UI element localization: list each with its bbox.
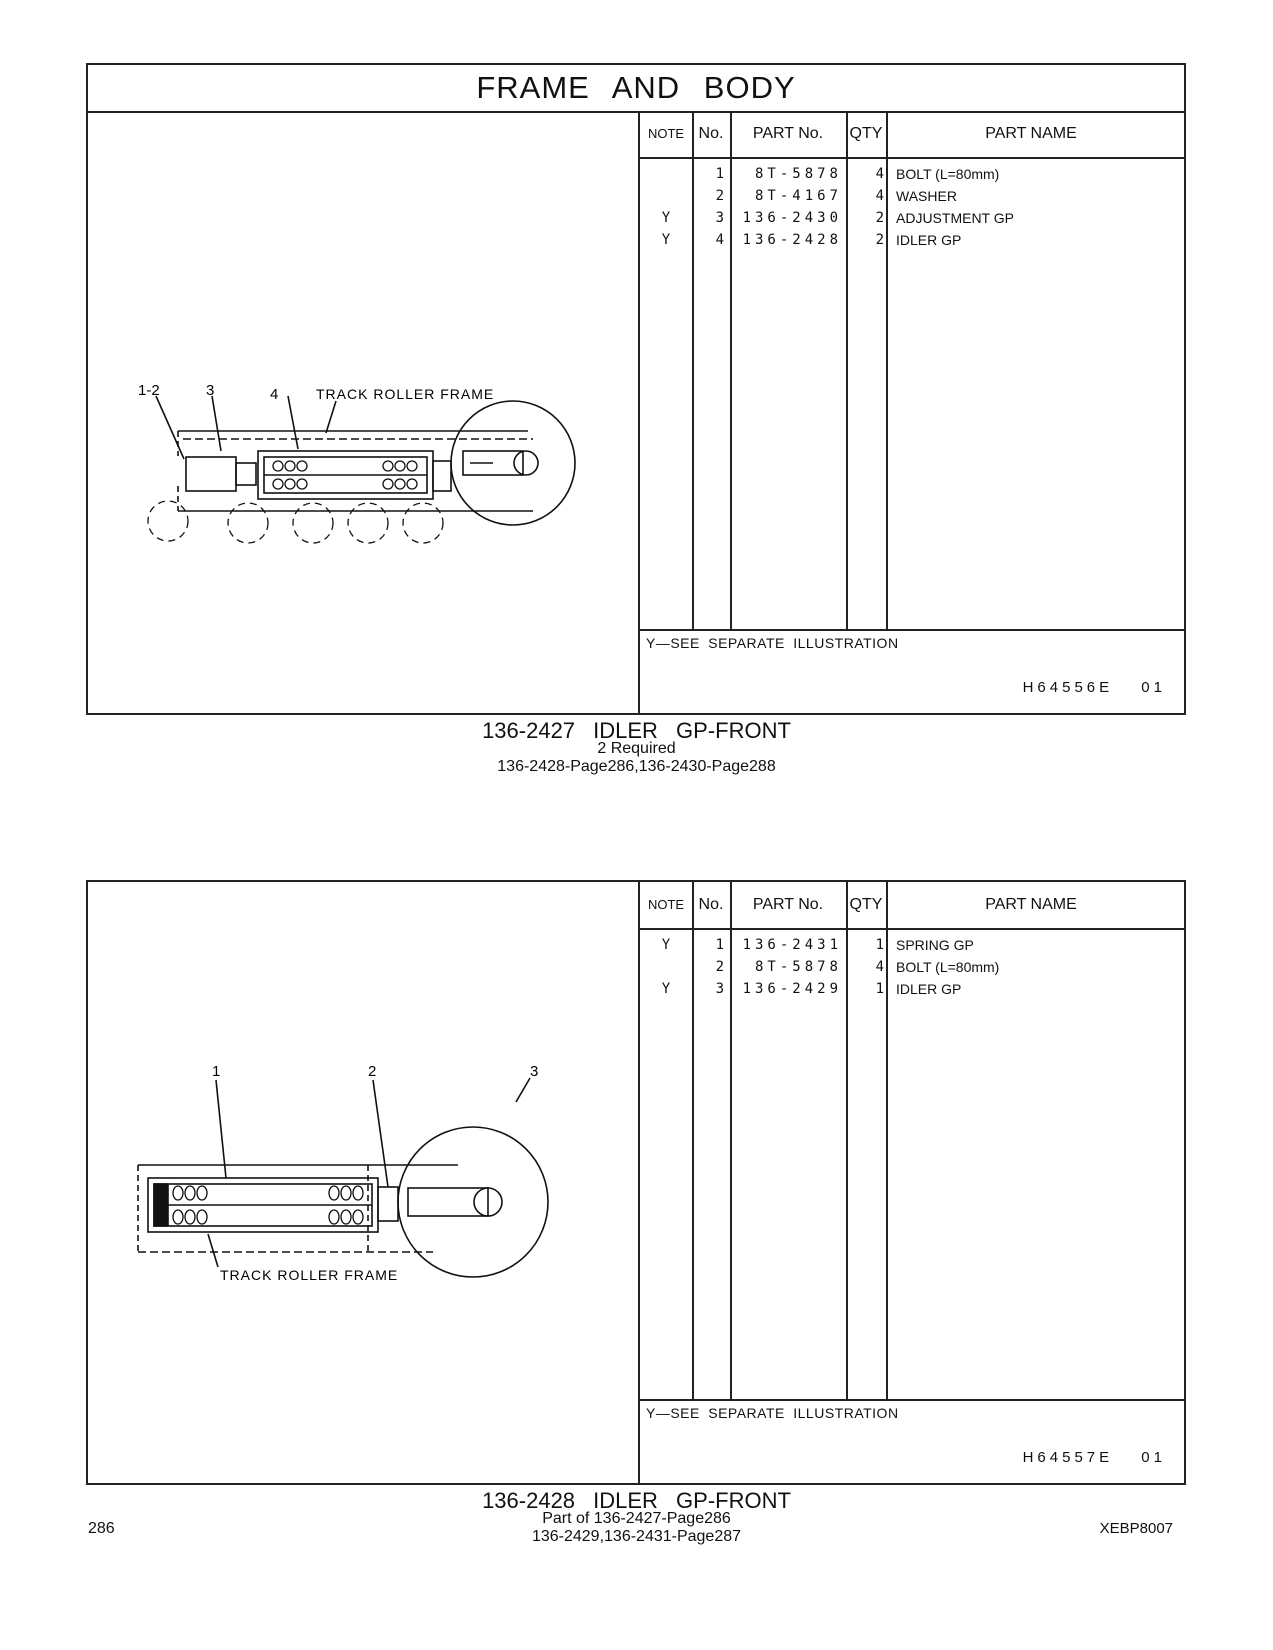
row-no: 1 <box>715 166 724 182</box>
row-qty: 1 <box>875 937 884 953</box>
row-qty: 2 <box>875 232 884 248</box>
reference-code: H64557E 01 <box>1022 1449 1166 1466</box>
callout-1: 1 <box>212 1063 221 1080</box>
table-row <box>640 185 1184 208</box>
row-part-no: 136-2430 <box>742 210 842 226</box>
caption-title: 136-2427 IDLER GP-FRONT <box>482 718 791 743</box>
callout-2: 2 <box>368 1063 377 1080</box>
row-note: Y <box>661 981 671 997</box>
table-header <box>640 882 1184 930</box>
header-part-name: PART NAME <box>985 896 1077 913</box>
document-code: XEBP8007 <box>1099 1520 1173 1537</box>
caption-title: 136-2428 IDLER GP-FRONT <box>482 1488 791 1513</box>
page-title: FRAME AND BODY <box>88 65 1184 113</box>
row-part-name: SPRING GP <box>896 937 974 953</box>
row-no: 4 <box>715 232 724 248</box>
row-qty: 4 <box>875 959 884 975</box>
track-roller-frame-label: TRACK ROLLER FRAME <box>220 1267 399 1283</box>
row-no: 2 <box>715 188 724 204</box>
caption-part-of: Part of 136-2427-Page286 <box>542 1510 731 1527</box>
caption-2 <box>0 1488 1273 1546</box>
header-part-no: PART No. <box>752 125 824 142</box>
row-part-name: IDLER GP <box>896 232 962 248</box>
caption-required: 2 Required <box>597 740 676 757</box>
idler-assembly-drawing <box>88 111 638 715</box>
header-part-name: PART NAME <box>985 125 1077 142</box>
header-qty: QTY <box>849 125 883 142</box>
spring-idler-drawing <box>88 882 638 1485</box>
table-row <box>640 229 1184 252</box>
row-part-name: ADJUSTMENT GP <box>896 210 1014 226</box>
row-part-name: BOLT (L=80mm) <box>896 959 1000 975</box>
parts-panel-2 <box>86 880 1186 1485</box>
callout-4: 4 <box>270 386 279 403</box>
callout-3: 3 <box>530 1063 539 1080</box>
illustration-2 <box>88 882 638 1485</box>
row-part-no: 136-2428 <box>742 232 842 248</box>
table-header <box>640 111 1184 159</box>
header-qty: QTY <box>849 896 883 913</box>
row-part-no: 8T-5878 <box>754 959 842 975</box>
table-row <box>640 934 1184 957</box>
caption-1 <box>0 718 1273 776</box>
row-part-name: IDLER GP <box>896 981 962 997</box>
row-no: 3 <box>715 981 724 997</box>
page-number: 286 <box>88 1520 115 1537</box>
table-footer <box>640 1399 1184 1487</box>
parts-table-1 <box>638 111 1184 713</box>
footnote: Y—SEE SEPARATE ILLUSTRATION <box>646 635 899 651</box>
callout-1-2: 1-2 <box>138 382 160 399</box>
table-row <box>640 956 1184 979</box>
callout-3: 3 <box>206 382 215 399</box>
row-part-no: 136-2429 <box>742 981 842 997</box>
header-note: NOTE <box>647 126 685 141</box>
parts-panel-1 <box>86 63 1186 715</box>
row-part-no: 136-2431 <box>742 937 842 953</box>
table-row <box>640 163 1184 186</box>
row-note: Y <box>661 937 671 953</box>
row-part-name: WASHER <box>896 188 957 204</box>
caption-references: 136-2428-Page286,136-2430-Page288 <box>497 758 776 775</box>
row-no: 3 <box>715 210 724 226</box>
illustration-1 <box>88 111 638 715</box>
header-no: No. <box>698 896 724 913</box>
row-qty: 4 <box>875 166 884 182</box>
row-qty: 1 <box>875 981 884 997</box>
row-note: Y <box>661 210 671 226</box>
row-part-no: 8T-5878 <box>754 166 842 182</box>
row-no: 1 <box>715 937 724 953</box>
caption-references: 136-2429,136-2431-Page287 <box>531 1528 742 1545</box>
row-part-name: BOLT (L=80mm) <box>896 166 1000 182</box>
header-note: NOTE <box>647 897 685 912</box>
row-qty: 4 <box>875 188 884 204</box>
footnote: Y—SEE SEPARATE ILLUSTRATION <box>646 1405 899 1421</box>
header-no: No. <box>698 125 724 142</box>
track-roller-frame-label: TRACK ROLLER FRAME <box>316 386 495 402</box>
row-qty: 2 <box>875 210 884 226</box>
reference-code: H64556E 01 <box>1022 679 1166 696</box>
row-no: 2 <box>715 959 724 975</box>
table-footer <box>640 629 1184 717</box>
table-row <box>640 207 1184 230</box>
parts-table-2 <box>638 882 1184 1483</box>
table-row <box>640 978 1184 1001</box>
row-note: Y <box>661 232 671 248</box>
header-part-no: PART No. <box>752 896 824 913</box>
row-part-no: 8T-4167 <box>754 188 842 204</box>
